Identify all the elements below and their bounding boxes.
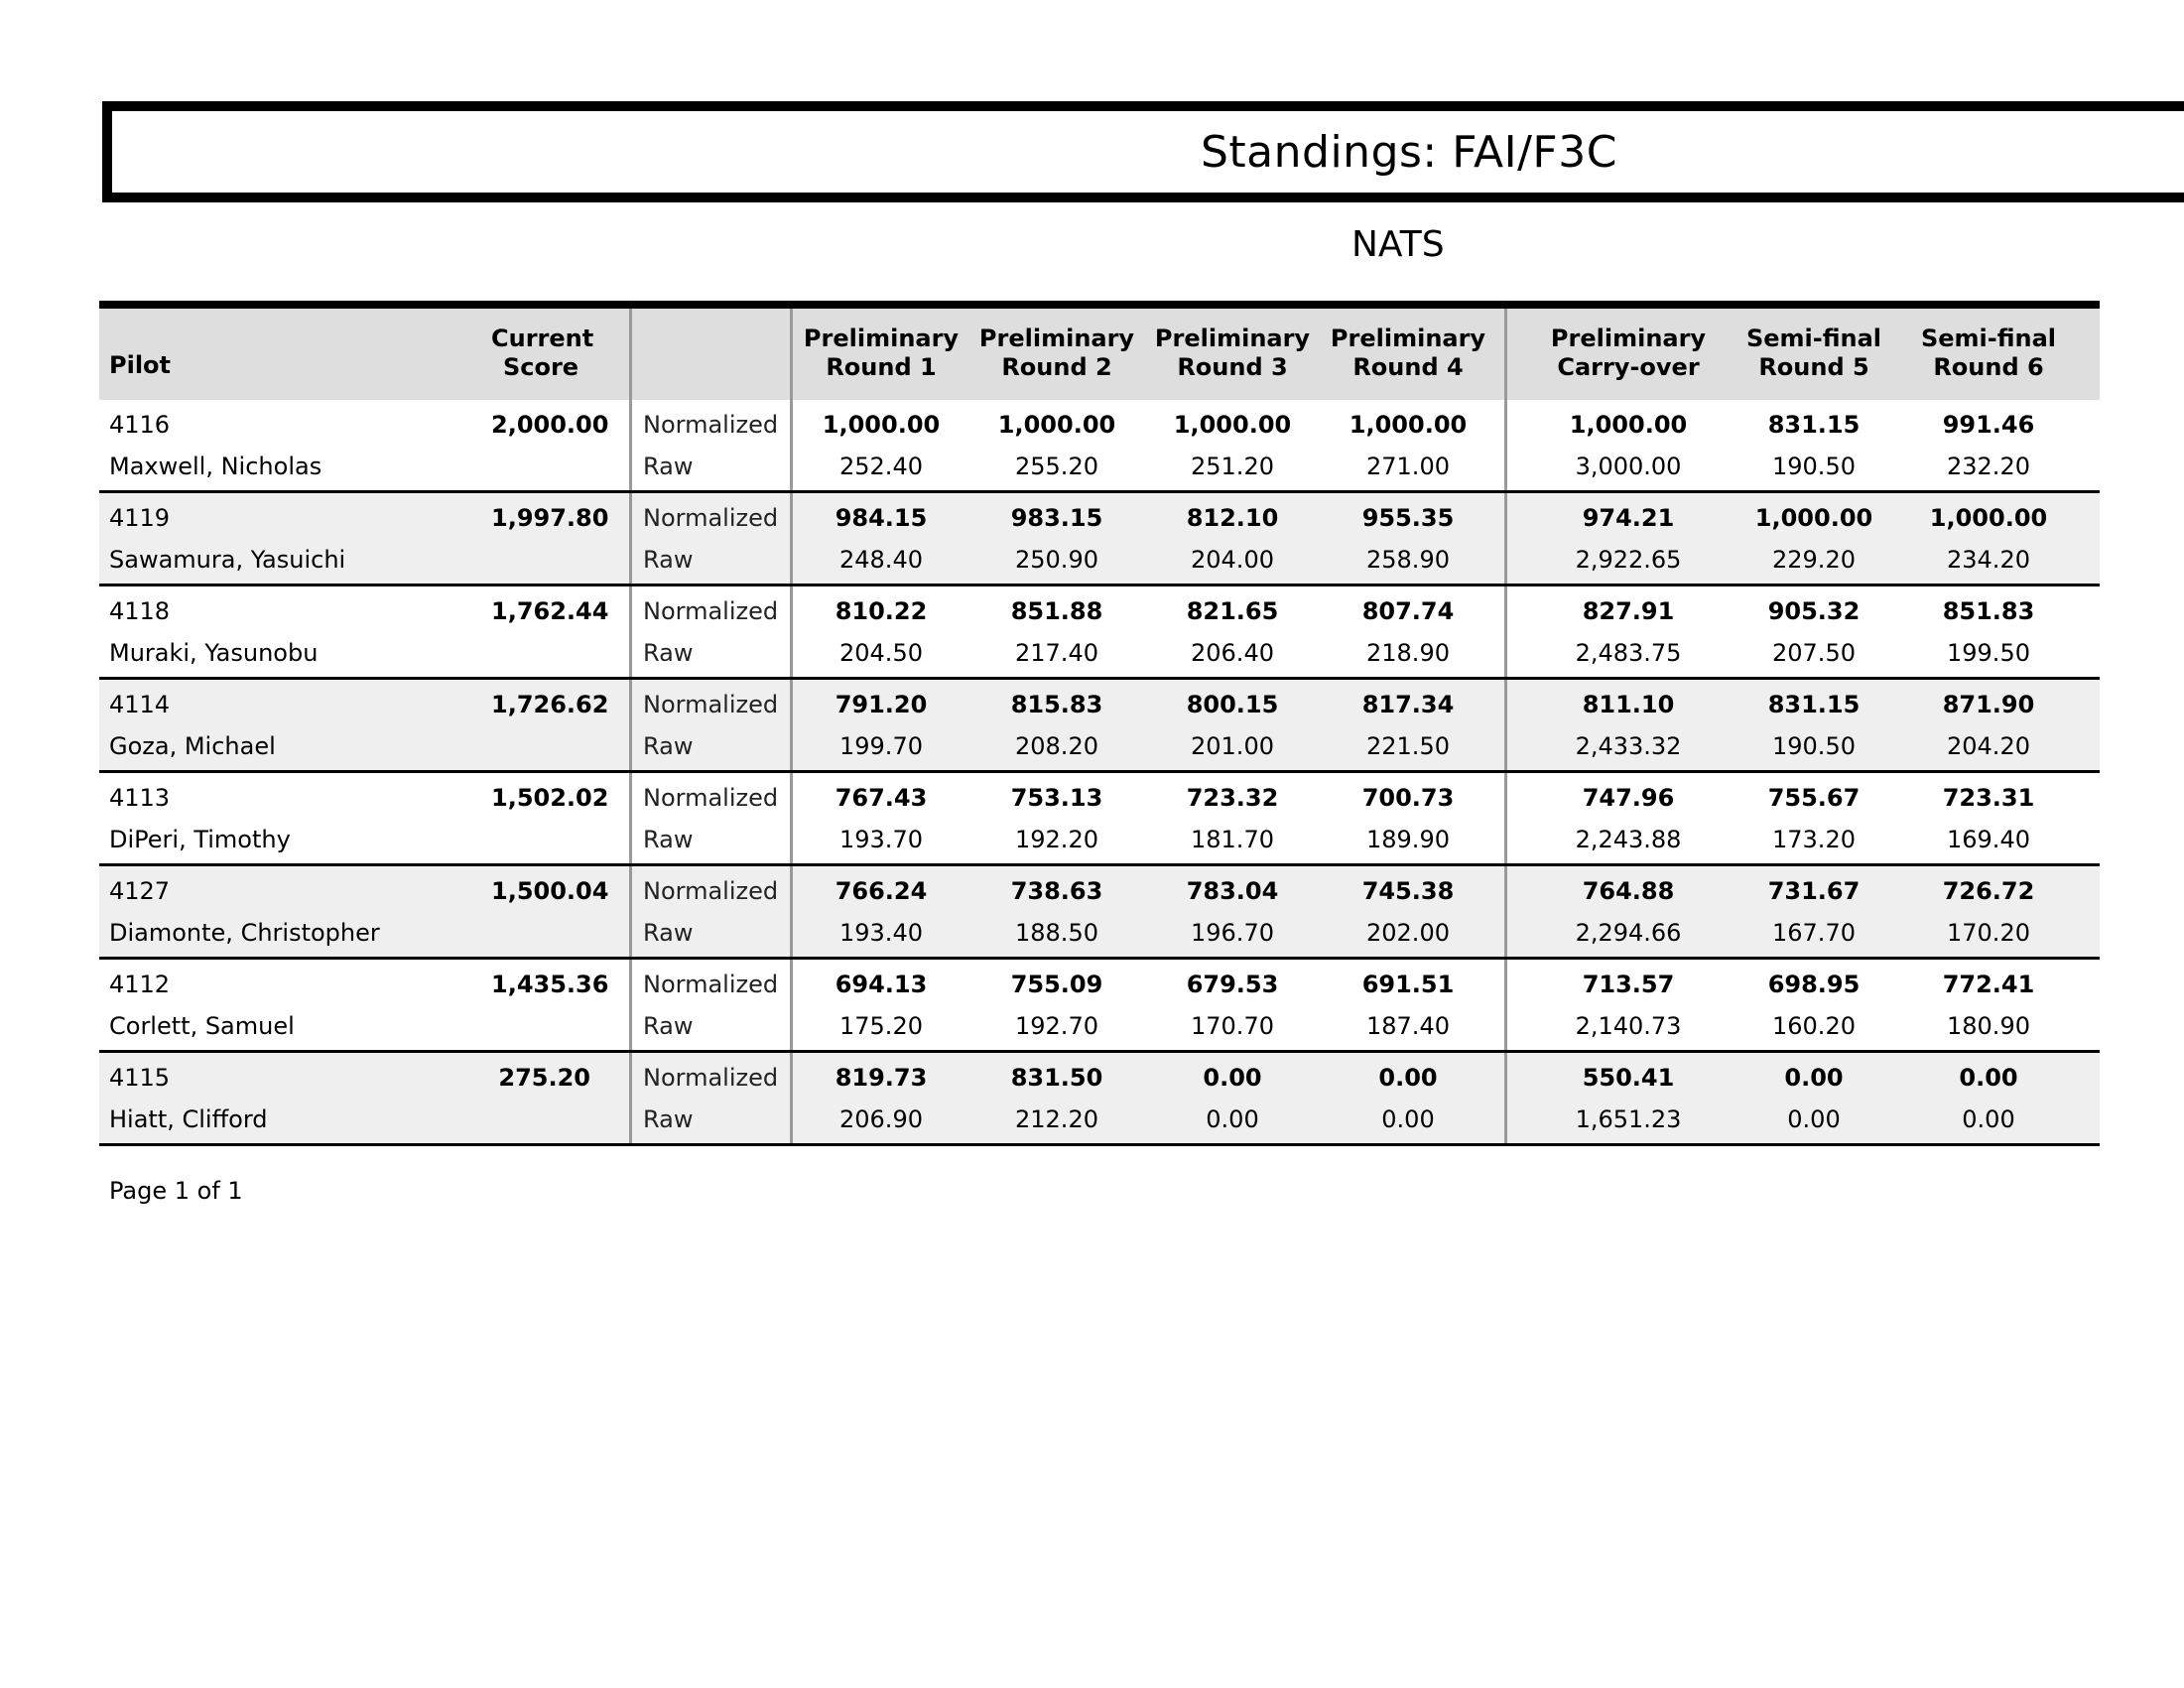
table-top-rule — [99, 301, 2100, 309]
raw-value: 181.70 — [1191, 826, 1274, 853]
current-score: 275.20 — [498, 1064, 590, 1092]
title-frame — [102, 101, 2184, 202]
header-divider-2 — [790, 309, 793, 400]
row-divider-2 — [790, 1053, 793, 1143]
raw-value: 2,483.75 — [1575, 639, 1682, 667]
row-divider-3 — [1504, 866, 1507, 957]
raw-value: 202.00 — [1366, 919, 1450, 947]
normalized-value: 755.09 — [1010, 971, 1103, 998]
event-name: NATS — [1351, 224, 1445, 265]
normalized-value: 767.43 — [835, 784, 928, 812]
raw-value: 192.20 — [1015, 826, 1098, 853]
raw-value: 175.20 — [839, 1012, 923, 1040]
raw-value: 250.90 — [1015, 546, 1098, 574]
raw-value: 173.20 — [1772, 826, 1856, 853]
normalized-value: 831.15 — [1767, 691, 1861, 718]
normalized-value: 772.41 — [1942, 971, 2035, 998]
pilot-id: 4127 — [109, 877, 171, 905]
raw-value: 0.00 — [1206, 1105, 1259, 1133]
table-row — [99, 773, 2100, 866]
normalized-value: 851.88 — [1010, 597, 1103, 625]
normalized-value: 1,000.00 — [997, 411, 1116, 439]
normalized-value: 1,000.00 — [1754, 504, 1873, 532]
normalized-value: 800.15 — [1186, 691, 1279, 718]
raw-value: 167.70 — [1772, 919, 1856, 947]
header-round-2: Preliminary Round 2 — [978, 325, 1135, 381]
raw-value: 206.40 — [1191, 639, 1274, 667]
raw-label: Raw — [643, 919, 694, 947]
raw-label: Raw — [643, 1012, 694, 1040]
pilot-id: 4115 — [109, 1064, 171, 1092]
raw-value: 248.40 — [839, 546, 923, 574]
normalized-value: 694.13 — [835, 971, 928, 998]
table-row — [99, 960, 2100, 1053]
normalized-value: 831.50 — [1010, 1064, 1103, 1092]
row-divider-3 — [1504, 773, 1507, 863]
normalized-value: 0.00 — [1378, 1064, 1438, 1092]
standings-table — [99, 301, 2100, 1146]
raw-value: 188.50 — [1015, 919, 1098, 947]
normalized-value: 807.74 — [1361, 597, 1455, 625]
page-number: Page 1 of 1 — [109, 1177, 243, 1205]
current-score: 1,726.62 — [491, 691, 609, 718]
normalized-label: Normalized — [643, 1064, 779, 1092]
raw-value: 193.40 — [839, 919, 923, 947]
raw-value: 170.20 — [1947, 919, 2030, 947]
normalized-value: 747.96 — [1582, 784, 1675, 812]
row-divider-3 — [1504, 680, 1507, 770]
normalized-value: 851.83 — [1942, 597, 2035, 625]
pilot-name: Corlett, Samuel — [109, 1012, 295, 1040]
raw-value: 208.20 — [1015, 732, 1098, 760]
normalized-value: 983.15 — [1010, 504, 1103, 532]
normalized-label: Normalized — [643, 971, 779, 998]
header-round-3: Preliminary Round 3 — [1154, 325, 1311, 381]
normalized-value: 827.91 — [1582, 597, 1675, 625]
row-divider-2 — [790, 400, 793, 490]
header-current-score: Current Score — [491, 325, 594, 381]
normalized-value: 1,000.00 — [1569, 411, 1688, 439]
row-divider-2 — [790, 680, 793, 770]
current-score: 2,000.00 — [491, 411, 609, 439]
normalized-value: 819.73 — [835, 1064, 928, 1092]
table-header — [99, 309, 2100, 400]
normalized-value: 815.83 — [1010, 691, 1103, 718]
normalized-value: 791.20 — [835, 691, 928, 718]
normalized-value: 0.00 — [1203, 1064, 1262, 1092]
raw-value: 251.20 — [1191, 453, 1274, 480]
normalized-value: 723.31 — [1942, 784, 2035, 812]
raw-value: 160.20 — [1772, 1012, 1856, 1040]
raw-label: Raw — [643, 1105, 694, 1133]
row-divider-1 — [629, 680, 632, 770]
raw-label: Raw — [643, 546, 694, 574]
raw-value: 193.70 — [839, 826, 923, 853]
normalized-value: 974.21 — [1582, 504, 1675, 532]
row-divider-1 — [629, 773, 632, 863]
header-divider-3 — [1504, 309, 1507, 400]
raw-value: 232.20 — [1947, 453, 2030, 480]
header-pilot: Pilot — [109, 351, 172, 379]
normalized-label: Normalized — [643, 504, 779, 532]
raw-value: 217.40 — [1015, 639, 1098, 667]
normalized-value: 817.34 — [1361, 691, 1455, 718]
normalized-label: Normalized — [643, 411, 779, 439]
normalized-value: 755.67 — [1767, 784, 1861, 812]
row-divider-2 — [790, 773, 793, 863]
normalized-value: 745.38 — [1361, 877, 1455, 905]
current-score: 1,762.44 — [491, 597, 609, 625]
current-score: 1,997.80 — [491, 504, 609, 532]
raw-value: 2,922.65 — [1575, 546, 1682, 574]
normalized-value: 764.88 — [1582, 877, 1675, 905]
raw-value: 234.20 — [1947, 546, 2030, 574]
row-divider-2 — [790, 493, 793, 584]
raw-value: 252.40 — [839, 453, 923, 480]
raw-value: 206.90 — [839, 1105, 923, 1133]
row-divider-1 — [629, 866, 632, 957]
normalized-label: Normalized — [643, 784, 779, 812]
normalized-value: 731.67 — [1767, 877, 1861, 905]
raw-value: 189.90 — [1366, 826, 1450, 853]
raw-value: 271.00 — [1366, 453, 1450, 480]
page-title: Standings: FAI/F3C — [1201, 127, 1617, 178]
raw-value: 2,433.32 — [1575, 732, 1682, 760]
normalized-value: 550.41 — [1582, 1064, 1675, 1092]
normalized-value: 0.00 — [1959, 1064, 2018, 1092]
pilot-id: 4116 — [109, 411, 171, 439]
header-round-4: Preliminary Round 4 — [1330, 325, 1486, 381]
row-divider-3 — [1504, 960, 1507, 1050]
pilot-name: Sawamura, Yasuichi — [109, 546, 346, 574]
raw-label: Raw — [643, 453, 694, 480]
pilot-id: 4113 — [109, 784, 171, 812]
normalized-value: 831.15 — [1767, 411, 1861, 439]
raw-value: 180.90 — [1947, 1012, 2030, 1040]
row-divider-3 — [1504, 1053, 1507, 1143]
normalized-value: 698.95 — [1767, 971, 1861, 998]
raw-value: 199.50 — [1947, 639, 2030, 667]
row-divider-1 — [629, 1053, 632, 1143]
normalized-value: 1,000.00 — [1173, 411, 1292, 439]
normalized-value: 1,000.00 — [822, 411, 941, 439]
normalized-value: 713.57 — [1582, 971, 1675, 998]
normalized-value: 0.00 — [1784, 1064, 1844, 1092]
normalized-value: 812.10 — [1186, 504, 1279, 532]
row-divider-2 — [790, 866, 793, 957]
current-score: 1,435.36 — [491, 971, 609, 998]
pilot-id: 4114 — [109, 691, 171, 718]
raw-value: 204.50 — [839, 639, 923, 667]
raw-value: 204.20 — [1947, 732, 2030, 760]
row-divider-1 — [629, 586, 632, 677]
pilot-name: DiPeri, Timothy — [109, 826, 291, 853]
table-row — [99, 586, 2100, 680]
normalized-value: 766.24 — [835, 877, 928, 905]
raw-value: 0.00 — [1962, 1105, 2015, 1133]
normalized-value: 753.13 — [1010, 784, 1103, 812]
table-body — [99, 400, 2100, 1146]
raw-value: 255.20 — [1015, 453, 1098, 480]
normalized-value: 821.65 — [1186, 597, 1279, 625]
current-score: 1,502.02 — [491, 784, 609, 812]
normalized-label: Normalized — [643, 597, 779, 625]
raw-value: 2,294.66 — [1575, 919, 1682, 947]
normalized-value: 1,000.00 — [1929, 504, 2048, 532]
raw-value: 229.20 — [1772, 546, 1856, 574]
raw-value: 218.90 — [1366, 639, 1450, 667]
normalized-value: 984.15 — [835, 504, 928, 532]
normalized-value: 679.53 — [1186, 971, 1279, 998]
pilot-name: Maxwell, Nicholas — [109, 453, 322, 480]
row-divider-1 — [629, 400, 632, 490]
raw-label: Raw — [643, 639, 694, 667]
raw-value: 201.00 — [1191, 732, 1274, 760]
normalized-value: 691.51 — [1361, 971, 1455, 998]
table-row — [99, 493, 2100, 586]
raw-value: 199.70 — [839, 732, 923, 760]
table-row — [99, 1053, 2100, 1146]
normalized-value: 810.22 — [835, 597, 928, 625]
normalized-value: 723.32 — [1186, 784, 1279, 812]
pilot-id: 4119 — [109, 504, 171, 532]
row-divider-3 — [1504, 400, 1507, 490]
raw-value: 204.00 — [1191, 546, 1274, 574]
header-divider-1 — [629, 309, 632, 400]
normalized-value: 991.46 — [1942, 411, 2035, 439]
pilot-id: 4118 — [109, 597, 171, 625]
pilot-name: Muraki, Yasunobu — [109, 639, 319, 667]
raw-value: 196.70 — [1191, 919, 1274, 947]
pilot-id: 4112 — [109, 971, 171, 998]
header-round-7: Semi-final Round 6 — [1920, 325, 2057, 381]
raw-value: 212.20 — [1015, 1105, 1098, 1133]
normalized-value: 738.63 — [1010, 877, 1103, 905]
header-round-1: Preliminary Round 1 — [803, 325, 960, 381]
raw-value: 0.00 — [1381, 1105, 1435, 1133]
table-row — [99, 866, 2100, 960]
row-divider-3 — [1504, 586, 1507, 677]
row-divider-2 — [790, 586, 793, 677]
raw-value: 221.50 — [1366, 732, 1450, 760]
normalized-value: 871.90 — [1942, 691, 2035, 718]
normalized-value: 783.04 — [1186, 877, 1279, 905]
raw-value: 190.50 — [1772, 453, 1856, 480]
normalized-value: 726.72 — [1942, 877, 2035, 905]
normalized-value: 811.10 — [1582, 691, 1675, 718]
raw-value: 258.90 — [1366, 546, 1450, 574]
raw-label: Raw — [643, 826, 694, 853]
row-divider-1 — [629, 493, 632, 584]
pilot-name: Hiatt, Clifford — [109, 1105, 268, 1133]
normalized-value: 1,000.00 — [1349, 411, 1468, 439]
row-divider-1 — [629, 960, 632, 1050]
raw-value: 190.50 — [1772, 732, 1856, 760]
normalized-value: 700.73 — [1361, 784, 1455, 812]
raw-value: 187.40 — [1366, 1012, 1450, 1040]
raw-value: 207.50 — [1772, 639, 1856, 667]
normalized-label: Normalized — [643, 691, 779, 718]
raw-value: 2,243.88 — [1575, 826, 1682, 853]
table-row — [99, 400, 2100, 493]
raw-label: Raw — [643, 732, 694, 760]
current-score: 1,500.04 — [491, 877, 609, 905]
row-divider-3 — [1504, 493, 1507, 584]
raw-value: 169.40 — [1947, 826, 2030, 853]
header-round-5: Preliminary Carry-over — [1550, 325, 1707, 381]
raw-value: 2,140.73 — [1575, 1012, 1682, 1040]
raw-value: 0.00 — [1787, 1105, 1841, 1133]
normalized-value: 955.35 — [1361, 504, 1455, 532]
raw-value: 1,651.23 — [1575, 1105, 1682, 1133]
pilot-name: Goza, Michael — [109, 732, 276, 760]
pilot-name: Diamonte, Christopher — [109, 919, 380, 947]
header-round-6: Semi-final Round 5 — [1745, 325, 1882, 381]
table-row — [99, 680, 2100, 773]
raw-value: 192.70 — [1015, 1012, 1098, 1040]
raw-value: 3,000.00 — [1575, 453, 1682, 480]
normalized-label: Normalized — [643, 877, 779, 905]
row-divider-2 — [790, 960, 793, 1050]
normalized-value: 905.32 — [1767, 597, 1861, 625]
raw-value: 170.70 — [1191, 1012, 1274, 1040]
